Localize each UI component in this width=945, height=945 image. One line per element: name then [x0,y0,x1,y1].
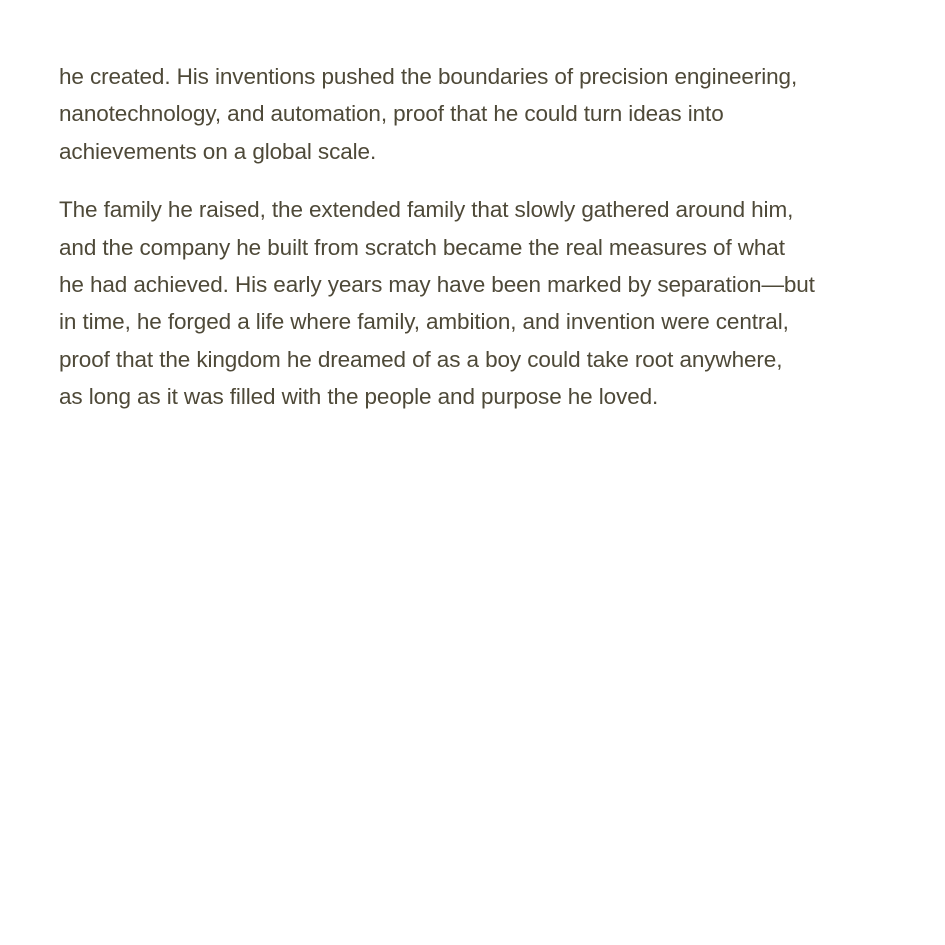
text-line: nanotechnology, and automation, proof that he could turn ideas into [59,101,724,127]
document-text-body [59,58,905,437]
paragraph [59,191,905,415]
text-line: he created. His inventions pushed the boundaries of precision engineering, [59,64,798,89]
text-line: proof that the kingdom he dreamed of as a boy could take root anywhere, [59,346,783,372]
text-line: he had achieved. His early years may have been marked by separation—but [59,272,815,298]
paragraph [59,58,905,170]
text-line: achievements on a global scale. [59,138,377,164]
text-line: and the company he built from scratch became the real measures of what [59,234,785,260]
text-line: The family he raised, the extended family that slowly gathered around him, [59,197,794,223]
text-line: as long as it was filled with the people and purpose he loved. [59,384,659,410]
text-line: in time, he forged a life where family, ambition, and invention were central, [59,309,789,335]
